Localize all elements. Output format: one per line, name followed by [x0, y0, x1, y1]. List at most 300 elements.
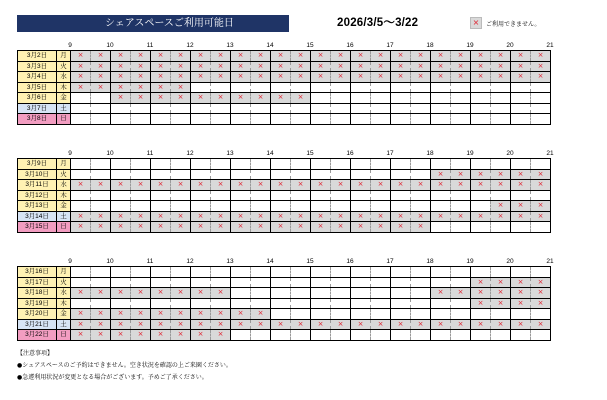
unavailable-slot: × [451, 72, 471, 83]
available-slot [311, 93, 331, 104]
unavailable-slot: × [311, 51, 331, 62]
unavailable-slot: × [411, 319, 431, 330]
unavailable-slot: × [71, 180, 91, 191]
unavailable-slot: × [311, 180, 331, 191]
hour-label: 17 [386, 258, 394, 265]
available-slot [71, 93, 91, 104]
hour-label: 10 [106, 258, 114, 265]
available-slot [131, 103, 151, 114]
available-slot [71, 298, 91, 309]
legend [470, 14, 540, 32]
available-slot [291, 288, 311, 299]
available-slot [71, 201, 91, 212]
day-date: 3月17日 [18, 277, 57, 288]
available-slot [251, 277, 271, 288]
unavailable-slot: × [71, 61, 91, 72]
unavailable-slot: × [111, 288, 131, 299]
unavailable-slot: × [351, 211, 371, 222]
available-slot [311, 298, 331, 309]
unavailable-slot: × [131, 180, 151, 191]
unavailable-slot: × [351, 180, 371, 191]
unavailable-slot: × [391, 211, 411, 222]
hour-label: 21 [546, 150, 554, 157]
unavailable-slot: × [271, 72, 291, 83]
available-slot [151, 190, 171, 201]
unavailable-slot: × [211, 72, 231, 83]
hour-label: 9 [68, 42, 72, 49]
table-row [18, 211, 551, 222]
unavailable-slot: × [151, 222, 171, 233]
available-slot [311, 190, 331, 201]
unavailable-slot: × [391, 222, 411, 233]
available-slot [271, 309, 291, 320]
hour-label: 14 [266, 150, 274, 157]
available-slot [211, 267, 231, 278]
available-slot [491, 82, 511, 93]
unavailable-slot: × [191, 288, 211, 299]
unavailable-slot: × [471, 277, 491, 288]
unavailable-slot: × [111, 319, 131, 330]
available-slot [251, 169, 271, 180]
available-slot [291, 267, 311, 278]
available-slot [511, 114, 531, 125]
available-slot [391, 114, 411, 125]
day-date: 3月2日 [18, 51, 57, 62]
available-slot [411, 330, 431, 341]
available-slot [511, 159, 531, 170]
schedule-table [17, 266, 551, 341]
day-of-week: 月 [57, 51, 71, 62]
unavailable-slot: × [71, 72, 91, 83]
available-slot [451, 190, 471, 201]
table-row [18, 309, 551, 320]
available-slot [371, 159, 391, 170]
table-row [18, 190, 551, 201]
unavailable-slot: × [511, 288, 531, 299]
available-slot [191, 114, 211, 125]
day-of-week: 水 [57, 288, 71, 299]
day-of-week: 日 [57, 222, 71, 233]
unavailable-slot: × [411, 222, 431, 233]
available-slot [231, 288, 251, 299]
unavailable-slot: × [151, 93, 171, 104]
available-slot [311, 169, 331, 180]
unavailable-slot: × [331, 222, 351, 233]
unavailable-slot: × [151, 309, 171, 320]
day-of-week: 火 [57, 169, 71, 180]
day-date: 3月8日 [18, 114, 57, 125]
unavailable-slot: × [371, 180, 391, 191]
legend-text: ご利用できません。 [486, 20, 541, 28]
table-row [18, 319, 551, 330]
table-row [18, 169, 551, 180]
unavailable-slot: × [71, 51, 91, 62]
unavailable-slot: × [211, 61, 231, 72]
available-slot [291, 201, 311, 212]
unavailable-slot: × [231, 51, 251, 62]
available-slot [331, 201, 351, 212]
unavailable-slot: × [431, 61, 451, 72]
available-slot [271, 288, 291, 299]
hour-label: 21 [546, 42, 554, 49]
unavailable-slot: × [411, 72, 431, 83]
available-slot [291, 309, 311, 320]
table-row [18, 159, 551, 170]
available-slot [331, 267, 351, 278]
day-date: 3月7日 [18, 103, 57, 114]
unavailable-slot: × [351, 319, 371, 330]
available-slot [291, 330, 311, 341]
available-slot [451, 309, 471, 320]
available-slot [391, 201, 411, 212]
unavailable-slot: × [251, 61, 271, 72]
available-slot [411, 309, 431, 320]
available-slot [311, 114, 331, 125]
unavailable-slot: × [511, 298, 531, 309]
day-date: 3月14日 [18, 211, 57, 222]
available-slot [411, 267, 431, 278]
unavailable-slot: × [291, 93, 311, 104]
available-slot [531, 330, 551, 341]
week-schedule-2 [17, 149, 571, 233]
available-slot [91, 298, 111, 309]
hour-label: 18 [426, 42, 434, 49]
table-row [18, 103, 551, 114]
available-slot [271, 277, 291, 288]
available-slot [331, 298, 351, 309]
hour-label: 11 [146, 150, 154, 157]
available-slot [251, 114, 271, 125]
unavailable-slot: × [471, 61, 491, 72]
unavailable-slot: × [431, 72, 451, 83]
available-slot [411, 277, 431, 288]
unavailable-slot: × [131, 61, 151, 72]
available-slot [191, 277, 211, 288]
unavailable-slot: × [111, 61, 131, 72]
unavailable-slot: × [251, 222, 271, 233]
unavailable-slot: × [411, 211, 431, 222]
hour-label: 15 [306, 42, 314, 49]
unavailable-slot: × [271, 93, 291, 104]
unavailable-slot: × [471, 211, 491, 222]
available-slot [331, 288, 351, 299]
available-slot [291, 114, 311, 125]
available-slot [471, 267, 491, 278]
available-slot [91, 201, 111, 212]
unavailable-slot: × [111, 93, 131, 104]
available-slot [311, 288, 331, 299]
unavailable-slot: × [511, 180, 531, 191]
unavailable-slot: × [251, 180, 271, 191]
unavailable-slot: × [491, 319, 511, 330]
available-slot [231, 298, 251, 309]
available-slot [91, 114, 111, 125]
available-slot [291, 190, 311, 201]
available-slot [371, 103, 391, 114]
available-slot [311, 309, 331, 320]
unavailable-slot: × [431, 51, 451, 62]
unavailable-slot: × [231, 72, 251, 83]
unavailable-slot: × [291, 222, 311, 233]
unavailable-slot: × [471, 288, 491, 299]
table-row [18, 298, 551, 309]
day-date: 3月21日 [18, 319, 57, 330]
unavailable-slot: × [311, 319, 331, 330]
unavailable-slot: × [271, 222, 291, 233]
legend-unavailable-swatch: × [470, 17, 482, 29]
available-slot [151, 201, 171, 212]
available-slot [411, 201, 431, 212]
unavailable-slot: × [491, 61, 511, 72]
available-slot [531, 159, 551, 170]
available-slot [491, 190, 511, 201]
unavailable-slot: × [311, 211, 331, 222]
day-of-week: 日 [57, 330, 71, 341]
unavailable-slot: × [491, 169, 511, 180]
unavailable-slot: × [531, 51, 551, 62]
available-slot [471, 103, 491, 114]
available-slot [411, 288, 431, 299]
day-date: 3月15日 [18, 222, 57, 233]
unavailable-slot: × [471, 169, 491, 180]
unavailable-slot: × [151, 51, 171, 62]
available-slot [371, 288, 391, 299]
schedule-table [17, 50, 551, 125]
available-slot [511, 82, 531, 93]
unavailable-slot: × [271, 61, 291, 72]
unavailable-slot: × [451, 61, 471, 72]
unavailable-slot: × [251, 319, 271, 330]
hour-label: 21 [546, 258, 554, 265]
hour-label: 17 [386, 150, 394, 157]
available-slot [271, 82, 291, 93]
unavailable-slot: × [371, 222, 391, 233]
available-slot [111, 159, 131, 170]
day-date: 3月10日 [18, 169, 57, 180]
unavailable-slot: × [391, 72, 411, 83]
available-slot [311, 103, 331, 114]
available-slot [471, 159, 491, 170]
unavailable-slot: × [291, 211, 311, 222]
available-slot [111, 190, 131, 201]
available-slot [291, 298, 311, 309]
available-slot [511, 330, 531, 341]
available-slot [71, 267, 91, 278]
notes-line-2: ●急遽利用状況が変更となる場合がございます。予めご了承ください。 [17, 374, 208, 381]
unavailable-slot: × [471, 298, 491, 309]
unavailable-slot: × [111, 222, 131, 233]
hour-label: 11 [146, 42, 154, 49]
available-slot [271, 169, 291, 180]
hour-label: 12 [186, 150, 194, 157]
unavailable-slot: × [391, 319, 411, 330]
day-date: 3月13日 [18, 201, 57, 212]
unavailable-slot: × [171, 82, 191, 93]
available-slot [391, 267, 411, 278]
unavailable-slot: × [411, 61, 431, 72]
unavailable-slot: × [131, 330, 151, 341]
available-slot [491, 114, 511, 125]
available-slot [371, 309, 391, 320]
unavailable-slot: × [531, 298, 551, 309]
unavailable-slot: × [191, 72, 211, 83]
unavailable-slot: × [351, 51, 371, 62]
available-slot [191, 103, 211, 114]
unavailable-slot: × [211, 51, 231, 62]
unavailable-slot: × [331, 51, 351, 62]
unavailable-slot: × [431, 211, 451, 222]
available-slot [191, 159, 211, 170]
available-slot [171, 277, 191, 288]
unavailable-slot: × [211, 330, 231, 341]
available-slot [351, 114, 371, 125]
available-slot [311, 277, 331, 288]
available-slot [211, 159, 231, 170]
available-slot [211, 190, 231, 201]
available-slot [391, 159, 411, 170]
available-slot [71, 277, 91, 288]
available-slot [491, 222, 511, 233]
available-slot [131, 190, 151, 201]
unavailable-slot: × [171, 319, 191, 330]
unavailable-slot: × [531, 72, 551, 83]
unavailable-slot: × [191, 211, 211, 222]
unavailable-slot: × [91, 319, 111, 330]
unavailable-slot: × [91, 180, 111, 191]
day-of-week: 土 [57, 211, 71, 222]
available-slot [111, 103, 131, 114]
available-slot [391, 277, 411, 288]
unavailable-slot: × [451, 169, 471, 180]
unavailable-slot: × [291, 180, 311, 191]
unavailable-slot: × [331, 211, 351, 222]
available-slot [411, 298, 431, 309]
week-schedule-1 [17, 41, 571, 125]
available-slot [231, 82, 251, 93]
hour-label: 9 [68, 258, 72, 265]
available-slot [351, 288, 371, 299]
unavailable-slot: × [491, 201, 511, 212]
available-slot [131, 201, 151, 212]
available-slot [231, 169, 251, 180]
available-slot [391, 103, 411, 114]
day-date: 3月22日 [18, 330, 57, 341]
available-slot [431, 267, 451, 278]
unavailable-slot: × [271, 211, 291, 222]
unavailable-slot: × [71, 288, 91, 299]
available-slot [371, 330, 391, 341]
hour-label: 15 [306, 150, 314, 157]
available-slot [211, 82, 231, 93]
unavailable-slot: × [291, 72, 311, 83]
available-slot [91, 169, 111, 180]
available-slot [271, 114, 291, 125]
available-slot [271, 298, 291, 309]
unavailable-slot: × [331, 180, 351, 191]
available-slot [151, 159, 171, 170]
available-slot [231, 267, 251, 278]
unavailable-slot: × [371, 61, 391, 72]
hour-label: 9 [68, 150, 72, 157]
unavailable-slot: × [351, 222, 371, 233]
available-slot [431, 82, 451, 93]
unavailable-slot: × [171, 93, 191, 104]
schedule-table [17, 158, 551, 233]
day-date: 3月20日 [18, 309, 57, 320]
hour-label: 13 [226, 150, 234, 157]
unavailable-slot: × [71, 82, 91, 93]
hour-label: 12 [186, 258, 194, 265]
available-slot [451, 159, 471, 170]
table-row [18, 51, 551, 62]
available-slot [411, 159, 431, 170]
available-slot [451, 82, 471, 93]
unavailable-slot: × [171, 180, 191, 191]
available-slot [251, 288, 271, 299]
available-slot [231, 277, 251, 288]
unavailable-slot: × [331, 72, 351, 83]
available-slot [91, 159, 111, 170]
table-row [18, 267, 551, 278]
unavailable-slot: × [511, 169, 531, 180]
unavailable-slot: × [191, 222, 211, 233]
available-slot [431, 309, 451, 320]
available-slot [511, 190, 531, 201]
unavailable-slot: × [231, 180, 251, 191]
available-slot [431, 277, 451, 288]
unavailable-slot: × [91, 61, 111, 72]
available-slot [351, 190, 371, 201]
unavailable-slot: × [511, 211, 531, 222]
unavailable-slot: × [371, 72, 391, 83]
available-slot [271, 330, 291, 341]
available-slot [191, 82, 211, 93]
hour-label: 14 [266, 258, 274, 265]
unavailable-slot: × [391, 61, 411, 72]
available-slot [111, 267, 131, 278]
available-slot [231, 114, 251, 125]
date-range: 2026/3/5～3/22 [337, 17, 419, 29]
available-slot [431, 201, 451, 212]
available-slot [171, 267, 191, 278]
available-slot [71, 159, 91, 170]
available-slot [311, 267, 331, 278]
unavailable-slot: × [451, 211, 471, 222]
available-slot [371, 169, 391, 180]
unavailable-slot: × [91, 309, 111, 320]
unavailable-slot: × [111, 309, 131, 320]
unavailable-slot: × [231, 211, 251, 222]
unavailable-slot: × [431, 319, 451, 330]
unavailable-slot: × [531, 288, 551, 299]
available-slot [411, 93, 431, 104]
unavailable-slot: × [71, 330, 91, 341]
unavailable-slot: × [191, 93, 211, 104]
unavailable-slot: × [491, 180, 511, 191]
day-of-week: 月 [57, 267, 71, 278]
unavailable-slot: × [171, 51, 191, 62]
unavailable-slot: × [471, 51, 491, 62]
unavailable-slot: × [131, 288, 151, 299]
available-slot [411, 82, 431, 93]
day-date: 3月6日 [18, 93, 57, 104]
table-row [18, 114, 551, 125]
unavailable-slot: × [531, 277, 551, 288]
hour-label: 14 [266, 42, 274, 49]
day-of-week: 金 [57, 93, 71, 104]
unavailable-slot: × [211, 319, 231, 330]
available-slot [291, 103, 311, 114]
